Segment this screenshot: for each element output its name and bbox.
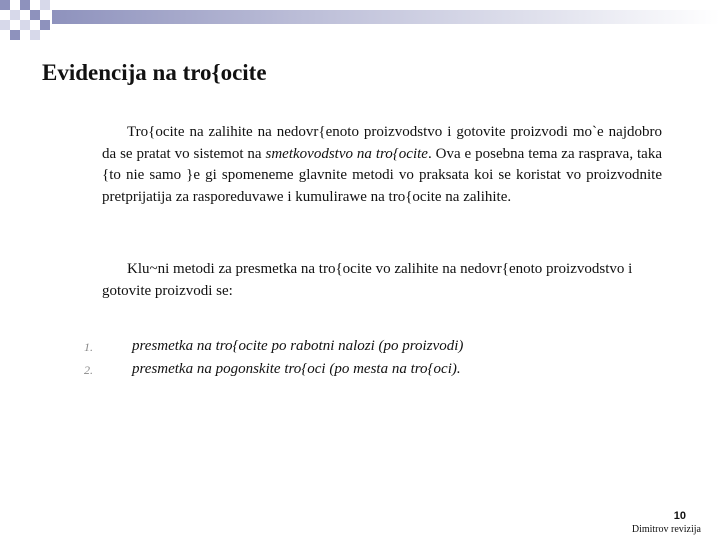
paragraph-intro-text-cont: . Ova e posebna tema za rasprava, taka {to nie samo }e gi spomeneme glavnite metodi vo praksata koi se koristat vo proizvodnite pretprijatija za rasporeduvawe i kumulirawe na tro{ocite na zalihite. xyxy=(102,145,662,205)
paragraph-intro xyxy=(102,122,662,208)
footer-author: Dimitrov revizija xyxy=(631,524,701,535)
list-item-text: presmetka na tro{ocite po rabotni nalozi (po proizvodi) xyxy=(132,338,464,354)
deco-square xyxy=(30,10,40,20)
deco-square xyxy=(0,20,10,30)
deco-square xyxy=(0,0,10,10)
deco-square xyxy=(10,30,20,40)
paragraph-intro-emphasis: smetkovodstvo na tro{ocite xyxy=(265,145,428,162)
deco-square xyxy=(30,30,40,40)
deco-square xyxy=(20,20,30,30)
list-item-text: presmetka na pogonskite tro{oci (po mesta na tro{oci). xyxy=(132,361,461,377)
gradient-bar xyxy=(52,10,720,24)
paragraph-intro-text: Tro{ocite na zalihite na nedovr{enoto proizvodstvo i gotovite proizvodi mo`e najdobro da se pratat vo sistemot na xyxy=(102,124,662,162)
list-number: 1. xyxy=(84,340,93,354)
deco-square xyxy=(40,20,50,30)
list-number: 2. xyxy=(84,363,93,377)
methods-list xyxy=(84,335,463,381)
deco-square xyxy=(10,10,20,20)
list-item xyxy=(84,358,463,381)
paragraph-methods: Klu~ni metodi za presmetka na tro{ocite vo zalihite na nedovr{enoto proizvodstvo i gotovite proizvodi se: xyxy=(102,261,633,299)
list-item xyxy=(84,335,463,358)
deco-square xyxy=(20,0,30,10)
slide-title: Evidencija na tro{ocite xyxy=(42,60,267,85)
decorative-header xyxy=(0,0,720,50)
deco-square xyxy=(40,0,50,10)
page-number: 10 xyxy=(673,510,686,522)
